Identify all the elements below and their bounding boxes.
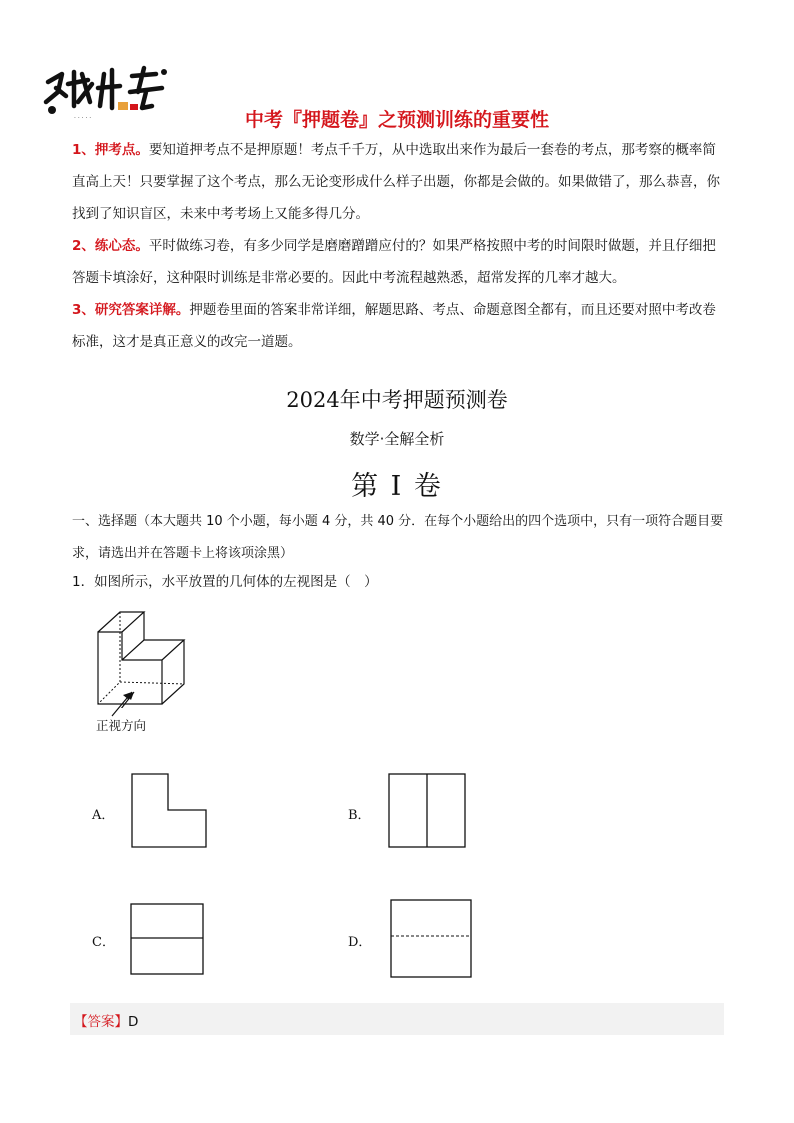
tip-1	[72, 134, 726, 230]
option-d-figure[interactable]	[389, 898, 475, 980]
tip-3	[72, 294, 726, 358]
answer-value: D	[128, 1014, 139, 1030]
svg-text:· · · · ·: · · · · ·	[74, 115, 92, 122]
option-c-figure[interactable]	[129, 902, 207, 976]
option-d-label[interactable]: D．	[348, 935, 372, 950]
tip-3-text: 押题卷里面的答案非常详细，解题思路、考点、命题意图全都有，而且还要对照中考改卷标准，这才是真正意义的改完一道题。	[72, 302, 716, 350]
figure-label: 正视方向	[96, 718, 147, 733]
tip-1-text: 要知道押考点不是押原题！考点千千万，从中选取出来作为最后一套卷的考点，那考察的概率简直高上天！只要掌握了这个考点，那么无论变形成什么样子出题，你都是会做的。如果做错了，那么恭喜，你找到了知识盲区，未来中考考场上又能多得几分。	[72, 142, 720, 222]
tip-2-lead: 2、练心态。	[72, 238, 149, 254]
answer-line	[74, 1010, 138, 1030]
question-stem: 1．如图所示，水平放置的几何体的左视图是（ ）	[72, 574, 378, 590]
section-instructions: 一、选择题（本大题共 10 个小题，每小题 4 分，共 40 分．在每个小题给出的四个选项中，只有一项符合题目要求，请选出并在答题卡上将该项涂黑）	[72, 514, 724, 561]
exam-title: 2024年中考押题预测卷	[286, 388, 508, 412]
tip-3-lead: 3、研究答案详解。	[72, 302, 190, 318]
option-a-label[interactable]: A．	[92, 808, 115, 823]
option-b-figure[interactable]	[387, 772, 469, 850]
banner-title: 中考『押题卷』之预测训练的重要性	[244, 109, 549, 131]
view-direction-arrow	[108, 688, 148, 718]
option-c-label[interactable]: C．	[92, 935, 115, 950]
option-b-label[interactable]: B．	[348, 808, 371, 823]
volume-title: 第 I 卷	[351, 471, 443, 502]
tip-2-text: 平时做练习卷，有多少同学是磨磨蹭蹭应付的？如果严格按照中考的时间限时做题，并且仔细把答题卡填涂好，这种限时训练是非常必要的。因此中考流程越熟悉，超常发挥的几率才越大。	[72, 238, 716, 286]
option-a-figure[interactable]	[130, 772, 210, 850]
answer-tag: 【答案】	[74, 1014, 128, 1030]
tip-2	[72, 230, 726, 294]
answer-box	[70, 1003, 724, 1035]
exam-subtitle: 数学·全解全析	[349, 430, 445, 448]
tip-1-lead: 1、押考点。	[72, 142, 149, 158]
